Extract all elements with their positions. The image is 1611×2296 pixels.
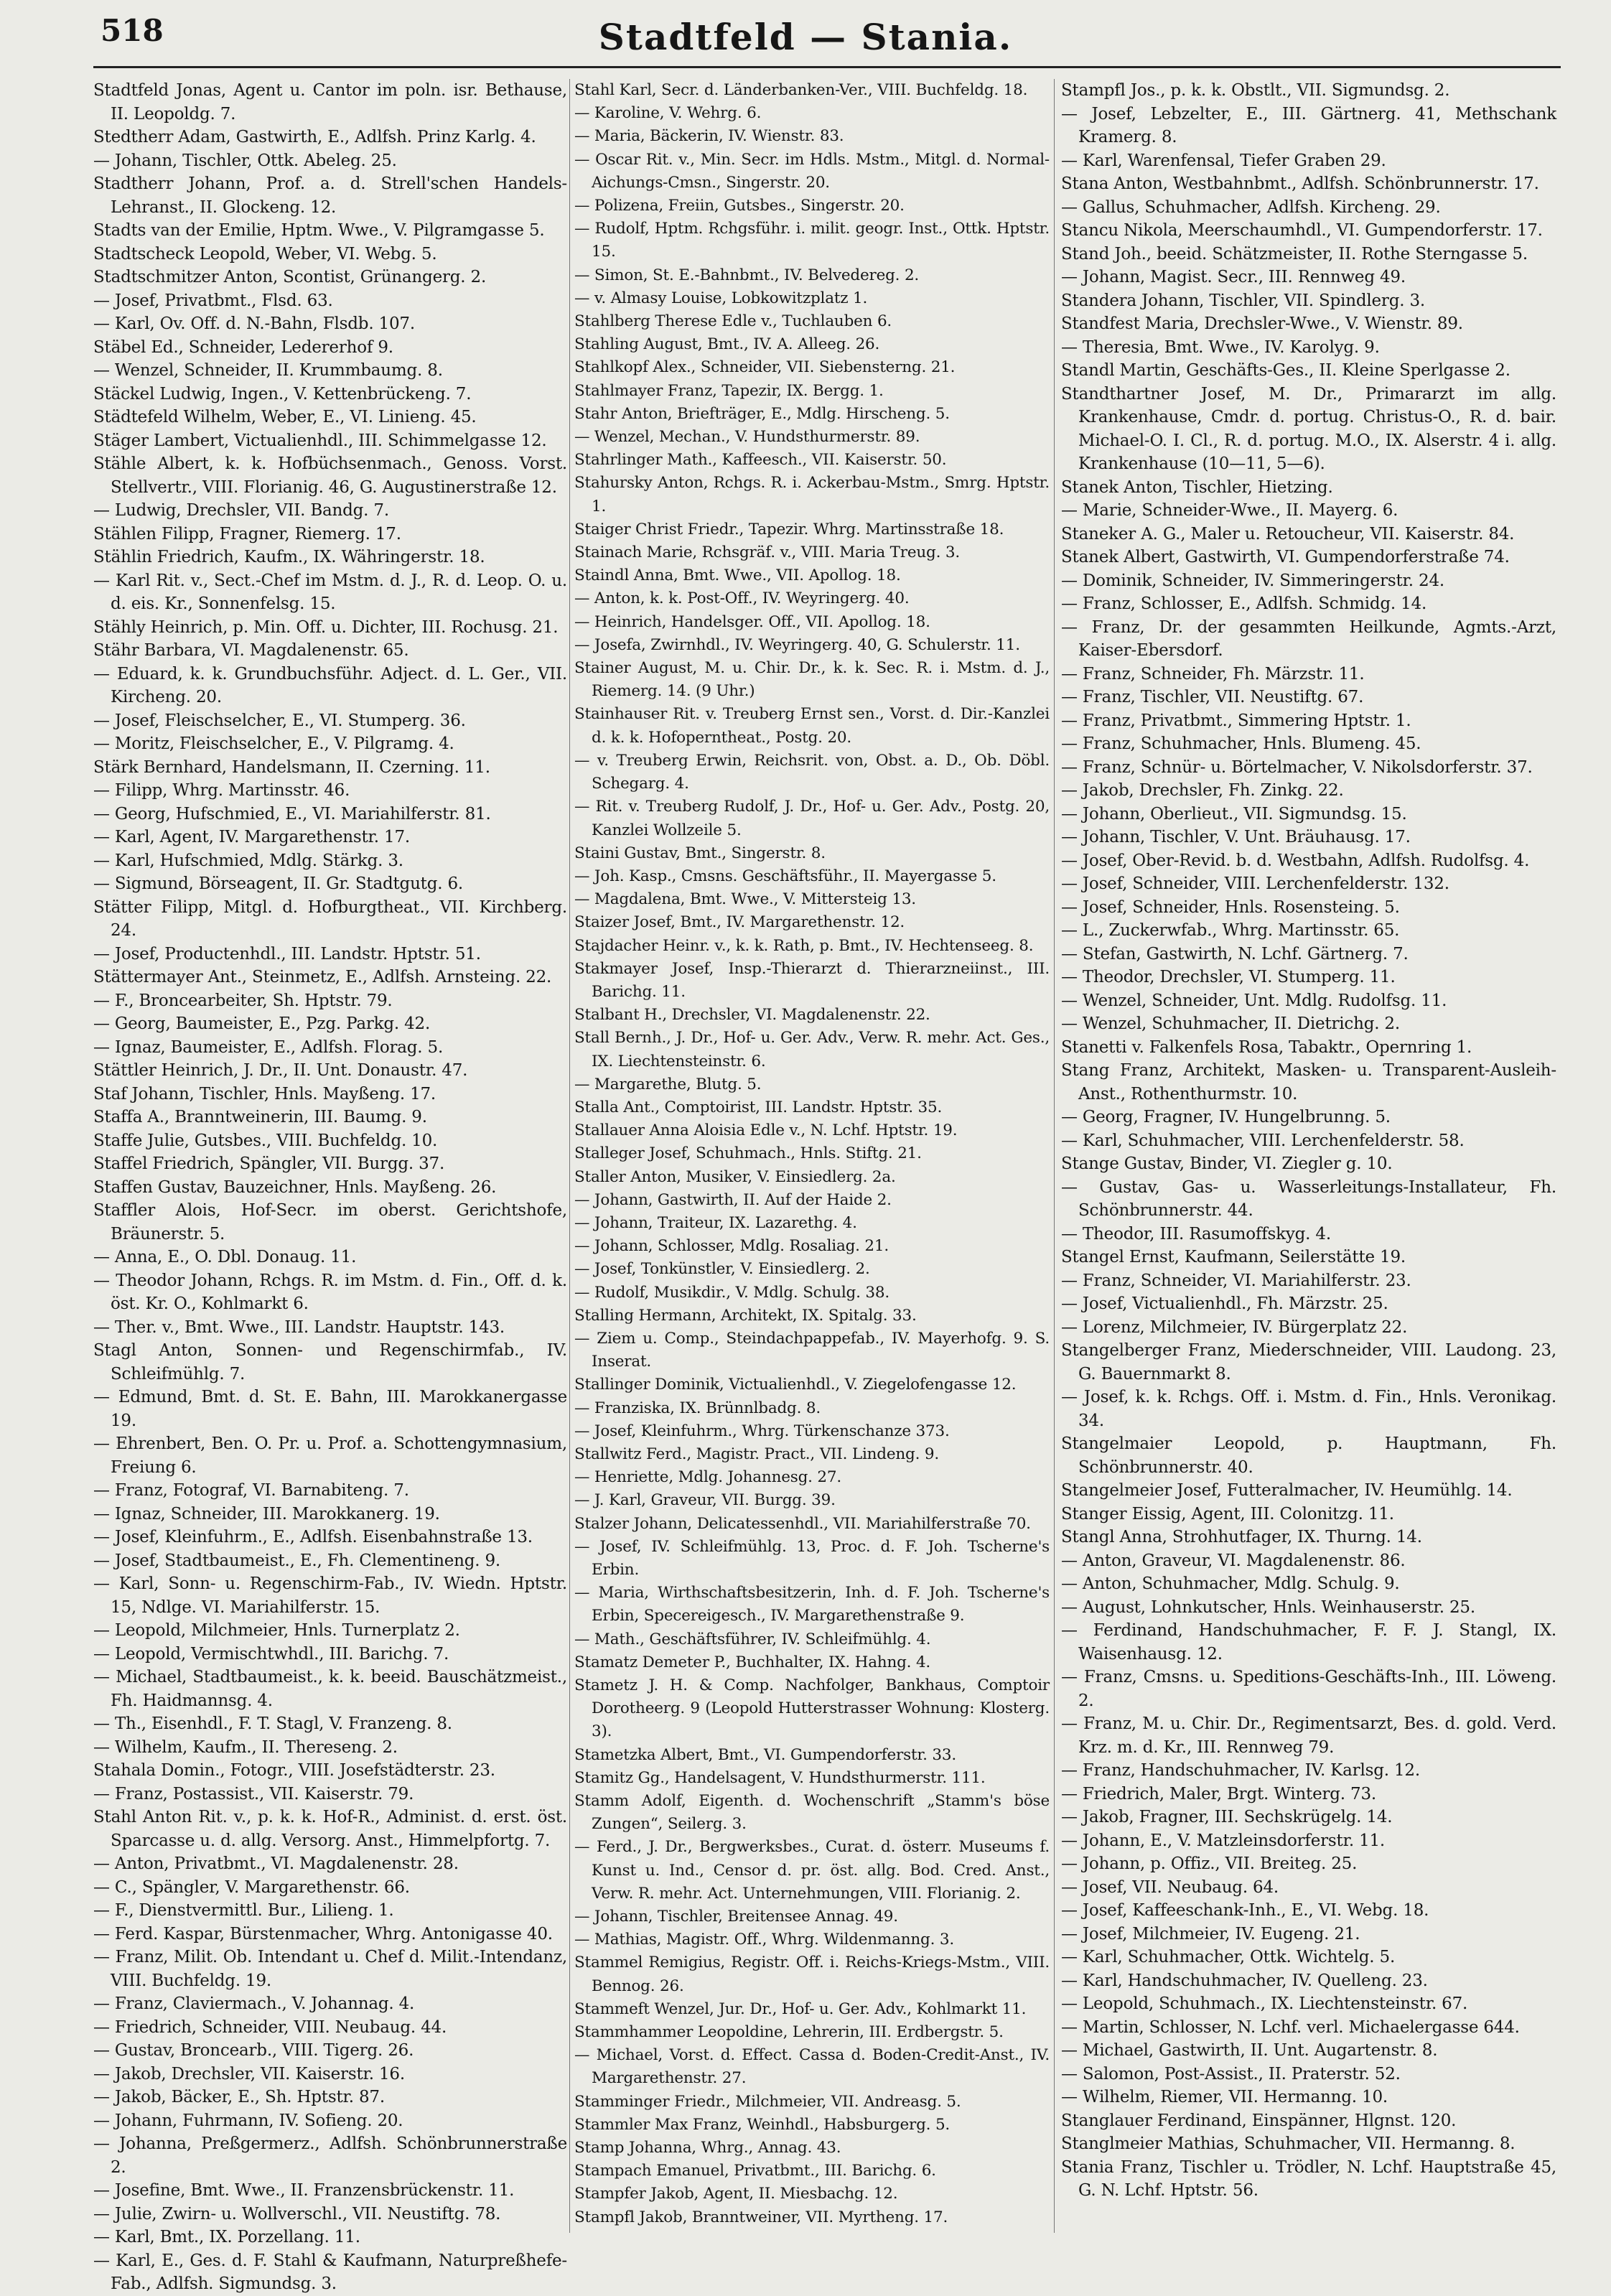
directory-entry: — Franz, Fotograf, VI. Barnabiteng. 7. [93,1481,409,1500]
directory-entry: Stamminger Friedr., Milchmeier, VII. Andreasg. 5. [574,2092,961,2111]
directory-entry: — Anton, Schuhmacher, Mdlg. Schulg. 9. [1061,1574,1400,1593]
directory-entry: Stamp Johanna, Whrg., Annag. 43. [574,2139,841,2157]
directory-entry: — Wilhelm, Riemer, VII. Hermanng. 10. [1061,2088,1388,2106]
directory-entry: — Marie, Schneider-Wwe., II. Mayerg. 6. [1061,501,1398,520]
directory-entry: — Theresia, Bmt. Wwe., IV. Karolyg. 9. [1061,337,1380,357]
directory-entry: — Karl, E., Ges. d. F. Stahl & Kaufmann, Naturpreßhefe-Fab., Adlfsh. Sigmundsg. 3. [93,2251,567,2293]
directory-entry: — Michael, Stadtbaumeist., k. k. beeid. Bauschätzmeist., Fh. Haidmannsg. 4. [93,1668,567,1710]
directory-entry: — Anton, Privatbmt., VI. Magdalenenstr. 28. [93,1854,459,1873]
directory-entry: — Friedrich, Schneider, VIII. Neubaug. 44. [93,2017,447,2037]
directory-entry: Stangelmeier Josef, Futteralmacher, IV. Heumühlg. 14. [1061,1481,1513,1500]
directory-entry: Stangelmaier Leopold, p. Hauptmann, Fh. Schönbrunnerstr. 40. [1061,1434,1556,1477]
directory-entry: — Josef, Productenhdl., III. Landstr. Hptstr. 51. [93,944,481,963]
directory-entry: — Franz, Claviermach., V. Johannag. 4. [93,1994,415,2013]
column-3 [1061,79,1556,2262]
directory-entry: Stadts van der Emilie, Hptm. Wwe., V. Pilgramgasse 5. [93,221,545,240]
directory-entry: Standthartner Josef, M. Dr., Primararzt im allg. Krankenhause, Cmdr. d. portug. Christus-O., R. d. bair. Michael-O. I. Cl., R. d. portug. M.O., IX. Alserstr. 4 i. allg. Krankenhause (10—11, 5—6). [1061,384,1556,473]
directory-entry: Stang Franz, Architekt, Masken- u. Transparent-Ausleih-Anst., Rothenthurmstr. 10. [1061,1061,1556,1103]
directory-entry: — Gustav, Gas- u. Wasserleitungs-Installateur, Fh. Schönbrunnerstr. 44. [1061,1177,1556,1220]
directory-entry: — Dominik, Schneider, IV. Simmeringerstr. 24. [1061,571,1444,590]
directory-entry: Staller Anton, Musiker, V. Einsiedlerg. 2a. [574,1167,896,1186]
directory-entry: — Josefa, Zwirnhdl., IV. Weyringerg. 40, G. Schulerstr. 11. [574,635,1020,654]
directory-entry: — Karoline, V. Wehrg. 6. [574,104,762,123]
directory-entry: — Georg, Hufschmied, E., VI. Mariahilferstr. 81. [93,804,491,823]
directory-entry: — Josef, Fleischselcher, E., VI. Stumperg. 36. [93,711,466,730]
directory-entry: Standfest Maria, Drechsler-Wwe., V. Wienstr. 89. [1061,314,1463,333]
directory-entry: — Karl, Hufschmied, Mdlg. Stärkg. 3. [93,851,403,870]
directory-entry: — Simon, St. E.-Bahnbmt., IV. Belvedereg. 2. [574,266,920,284]
directory-entry: Stange Gustav, Binder, VI. Ziegler g. 10. [1061,1154,1393,1173]
directory-entry: — Sigmund, Börseagent, II. Gr. Stadtgutg. 6. [93,874,464,893]
directory-entry: — Rudolf, Musikdir., V. Mdlg. Schulg. 38. [574,1283,889,1302]
directory-entry: — Leopold, Milchmeier, Hnls. Turnerplatz 2. [93,1621,460,1640]
directory-entry: — Karl Rit. v., Sect.-Chef im Mstm. d. J., R. d. Leop. O. u. d. eis. Kr., Sonnenfelsg. 15. [93,571,567,613]
directory-entry: — Josef, Victualienhdl., Fh. Märzstr. 25. [1061,1294,1388,1313]
directory-entry: — Anna, E., O. Dbl. Donaug. 11. [93,1248,357,1266]
directory-entry: Staf Johann, Tischler, Hnls. Mayßeng. 17. [93,1084,436,1103]
directory-entry: Stäbel Ed., Schneider, Ledererhof 9. [93,337,393,357]
directory-entry: — L., Zuckerwfab., Whrg. Martinsstr. 65. [1061,921,1400,940]
directory-entry: — Johann, Gastwirth, II. Auf der Haide 2. [574,1190,892,1209]
directory-entry: — Franz, Milit. Ob. Intendant u. Chef d. Milit.-Intendanz, VIII. Buchfeldg. 19. [93,1948,567,1990]
header-rule [93,66,1561,68]
directory-entry: — Georg, Fragner, IV. Hungelbrunng. 5. [1061,1108,1391,1126]
directory-entry: — Anton, Graveur, VI. Magdalenenstr. 86. [1061,1551,1406,1570]
directory-entry: — Leopold, Vermischtwhdl., III. Barichg. 7. [93,1644,449,1663]
directory-entry: — Franz, Postassist., VII. Kaiserstr. 79. [93,1784,414,1803]
directory-entry: — Franz, Tischler, VII. Neustiftg. 67. [1061,688,1364,706]
directory-entry: — Margarethe, Blutg. 5. [574,1075,762,1093]
directory-entry: Stärk Bernhard, Handelsmann, II. Czerning. 11. [93,757,490,777]
directory-entry: — Stefan, Gastwirth, N. Lchf. Gärtnerg. 7. [1061,944,1409,963]
directory-entry: Stanglauer Ferdinand, Einspänner, Hlgnst. 120. [1061,2111,1457,2130]
directory-entry: Stanek Albert, Gastwirth, VI. Gumpendorferstraße 74. [1061,548,1510,566]
directory-entry: Stahlkopf Alex., Schneider, VII. Siebensterng. 21. [574,358,956,377]
directory-entry: Stadtherr Johann, Prof. a. d. Strell'schen Handels-Lehranst., II. Glockeng. 12. [93,174,567,217]
directory-entry: — Josef, VII. Neubaug. 64. [1061,1877,1279,1897]
directory-entry: Stangelberger Franz, Miederschneider, VIII. Laudong. 23, G. Bauernmarkt 8. [1061,1341,1556,1383]
directory-entry: — Josef, Milchmeier, IV. Eugeng. 21. [1061,1924,1360,1943]
directory-entry: Stäger Lambert, Victualienhdl., III. Schimmelgasse 12. [93,431,547,450]
directory-entry: — Franz, Schneider, Fh. Märzstr. 11. [1061,664,1365,683]
directory-entry: — Ferd., J. Dr., Bergwerksbes., Curat. d. österr. Museums f. Kunst u. Ind., Censor d. pr. öst. allg. Bod. Cred. Anst., Verw. R. mehr. Act. Unternehmungen, VIII. Florianig. 2. [574,1838,1050,1903]
directory-entry: Stagl Anton, Sonnen- und Regenschirmfab., IV. Schleifmühlg. 7. [93,1341,567,1383]
directory-entry: — Oscar Rit. v., Min. Secr. im Hdls. Mstm., Mitgl. d. Normal-Aichungs-Cmsn., Singerstr. 20. [574,150,1050,192]
directory-entry: — Franz, Cmsns. u. Speditions-Geschäfts-Inh., III. Löweng. 2. [1061,1668,1556,1710]
directory-entry: Staffe Julie, Gutsbes., VIII. Buchfeldg. 10. [93,1131,438,1150]
directory-entry: Stadtscheck Leopold, Weber, VI. Webg. 5. [93,244,437,263]
directory-entry: Stahala Domin., Fotogr., VIII. Josefstädterstr. 23. [93,1761,495,1780]
directory-entry: — August, Lohnkutscher, Hnls. Weinhauserstr. 25. [1061,1597,1475,1617]
directory-entry: — Wenzel, Mechan., V. Hundsthurmerstr. 89. [574,428,920,447]
running-head: Stadtfeld — Stania. [598,16,1013,58]
directory-entry: Stalleger Josef, Schuhmach., Hnls. Stiftg. 21. [574,1144,922,1163]
directory-entry: — Theodor, III. Rasumoffskyg. 4. [1061,1224,1331,1243]
directory-entry: — Josef, Stadtbaumeist., E., Fh. Clementineng. 9. [93,1551,501,1570]
directory-entry: — Rit. v. Treuberg Rudolf, J. Dr., Hof- u. Ger. Adv., Postg. 20, Kanzlei Wollzeile 5. [574,798,1050,839]
directory-entry: Stammhammer Leopoldine, Lehrerin, III. Erdbergstr. 5. [574,2023,1004,2042]
directory-entry: Stählin Friedrich, Kaufm., IX. Währingerstr. 18. [93,548,485,566]
directory-entry: — Maria, Bäckerin, IV. Wienstr. 83. [574,127,844,146]
directory-entry: — Theodor, Drechsler, VI. Stumperg. 11. [1061,968,1396,986]
directory-entry: — F., Dienstvermittl. Bur., Lilieng. 1. [93,1901,394,1920]
directory-entry: — v. Treuberg Erwin, Reichsrit. von, Obst. a. D., Ob. Döbl. Schegarg. 4. [574,751,1050,793]
directory-entry: Stangl Anna, Strohhutfager, IX. Thurng. 14. [1061,1528,1422,1546]
directory-entry: Stahrlinger Math., Kaffeesch., VII. Kaiserstr. 50. [574,451,947,470]
directory-entry: — Ferdinand, Handschuhmacher, F. F. J. Stangl, IX. Waisenhausg. 12. [1061,1621,1556,1663]
directory-entry: — Johann, Oberlieut., VII. Sigmundsg. 15. [1061,804,1407,823]
directory-entry: — Ignaz, Schneider, III. Marokkanerg. 19. [93,1504,440,1523]
directory-entry: — Franz, Dr. der gesammten Heilkunde, Agmts.-Arzt, Kaiser-Ebersdorf. [1061,617,1556,660]
directory-entry: Stana Anton, Westbahnbmt., Adlfsh. Schönbrunnerstr. 17. [1061,174,1539,193]
directory-entry: — Ziem u. Comp., Steindachpappefab., IV. Mayerhofg. 9. S. Inserat. [574,1329,1050,1371]
directory-entry: — Jakob, Drechsler, Fh. Zinkg. 22. [1061,781,1344,800]
directory-entry: — Gustav, Broncearb., VIII. Tigerg. 26. [93,2041,414,2060]
directory-entry: Stainhauser Rit. v. Treuberg Ernst sen., Vorst. d. Dir.-Kanzlei d. k. k. Hofoperntheat., Postg. 20. [574,705,1050,747]
directory-entry: — Josef, Schneider, VIII. Lerchenfelderstr. 132. [1061,874,1449,893]
directory-entry: — v. Almasy Louise, Lobkowitzplatz 1. [574,289,868,307]
directory-entry: — Polizena, Freiin, Gutsbes., Singerstr. 20. [574,197,905,215]
directory-entry: Staneker A. G., Maler u. Retoucheur, VII. Kaiserstr. 84. [1061,524,1515,543]
page-number: 518 [101,13,164,48]
directory-entry: Stahlmayer Franz, Tapezir, IX. Bergg. 1. [574,381,884,400]
directory-entry: — Johann, Tischler, V. Unt. Bräuhausg. 17. [1061,828,1411,846]
directory-entry: — Henriette, Mdlg. Johannesg. 27. [574,1468,841,1487]
directory-entry: Stahursky Anton, Rchgs. R. i. Ackerbau-Mstm., Smrg. Hptstr. 1. [574,474,1050,515]
directory-entry: — Theodor Johann, Rchgs. R. im Mstm. d. Fin., Off. d. k. öst. Kr. O., Kohlmarkt 6. [93,1271,567,1313]
directory-entry: — Karl, Sonn- u. Regenschirm-Fab., IV. Wiedn. Hptstr. 15, Ndlge. VI. Mariahilferstr. 15. [93,1574,567,1617]
directory-entry: — Michael, Vorst. d. Effect. Cassa d. Boden-Credit-Anst., IV. Margarethenstr. 27. [574,2046,1050,2088]
directory-entry: Stalzer Johann, Delicatessenhdl., VII. Mariahilferstraße 70. [574,1514,1031,1533]
directory-entry: — J. Karl, Graveur, VII. Burgg. 39. [574,1491,836,1510]
directory-entry: Stangel Ernst, Kaufmann, Seilerstätte 19. [1061,1248,1406,1266]
directory-entry: Stahl Anton Rit. v., p. k. k. Hof-R., Administ. d. erst. öst. Sparcasse u. d. allg. Versorg. Anst., Himmelpfortg. 7. [93,1808,567,1850]
directory-entry: Stammeft Wenzel, Jur. Dr., Hof- u. Ger. Adv., Kohlmarkt 11. [574,1999,1027,2018]
column-1 [93,79,567,2293]
directory-entry: Stanglmeier Mathias, Schuhmacher, VII. Hermanng. 8. [1061,2134,1516,2153]
directory-entry: — Gallus, Schuhmacher, Adlfsh. Kircheng. 29. [1061,197,1441,217]
directory-entry: Stätter Filipp, Mitgl. d. Hofburgtheat., VII. Kirchberg. 24. [93,897,567,940]
directory-entry: — Karl, Schuhmacher, Ottk. Wichtelg. 5. [1061,1948,1396,1966]
directory-entry: — Johann, E., V. Matzleinsdorferstr. 11. [1061,1831,1386,1850]
column-divider [1054,79,1055,2233]
directory-entry: Staffel Friedrich, Spängler, VII. Burgg. 37. [93,1154,445,1173]
directory-entry: — Jakob, Drechsler, VII. Kaiserstr. 16. [93,2064,405,2083]
directory-entry: Staffa A., Branntweinerin, III. Baumg. 9. [93,1108,427,1126]
directory-entry: — Salomon, Post-Assist., II. Praterstr. 52. [1061,2064,1401,2083]
directory-entry: Stanek Anton, Tischler, Hietzing. [1061,477,1333,497]
directory-entry: Stäckel Ludwig, Ingen., V. Kettenbrückeng. 7. [93,384,472,403]
directory-entry: — Josef, Privatbmt., Flsd. 63. [93,291,333,310]
directory-entry: Stahr Anton, Briefträger, E., Mdlg. Hirscheng. 5. [574,404,950,423]
directory-entry: — Edmund, Bmt. d. St. E. Bahn, III. Marokkanergasse 19. [93,1388,567,1430]
directory-entry: Stalling Hermann, Architekt, IX. Spitalg. 33. [574,1306,917,1325]
directory-entry: Stähr Barbara, VI. Magdalenenstr. 65. [93,641,409,660]
directory-entry: — Eduard, k. k. Grundbuchsführ. Adject. d. L. Ger., VII. Kircheng. 20. [93,664,567,706]
directory-entry: — Johann, Magist. Secr., III. Rennweg 49. [1061,268,1406,286]
directory-entry: — Josef, Tonkünstler, V. Einsiedlerg. 2. [574,1260,870,1279]
directory-entry: — Karl, Agent, IV. Margarethenstr. 17. [93,828,410,846]
directory-entry: Stampfl Jos., p. k. k. Obstlt., VII. Sigmundsg. 2. [1061,81,1450,100]
directory-entry: — Ludwig, Drechsler, VII. Bandg. 7. [93,501,389,520]
directory-entry: Staiger Christ Friedr., Tapezir. Whrg. Martinsstraße 18. [574,520,1004,538]
directory-entry: Stametz J. H. & Comp. Nachfolger, Bankhaus, Comptoir Dorotheerg. 9 (Leopold Hutterstrasser Wohnung: Klosterg. 3). [574,1676,1050,1741]
directory-entry: — Rudolf, Hptm. Rchgsführ. i. milit. geogr. Inst., Ottk. Hptstr. 15. [574,220,1050,261]
directory-entry: — Karl, Handschuhmacher, IV. Quelleng. 23. [1061,1971,1428,1990]
directory-entry: Staizer Josef, Bmt., IV. Margarethenstr. 12. [574,913,905,932]
directory-entry: — Math., Geschäftsführer, IV. Schleifmühlg. 4. [574,1630,931,1648]
directory-entry: Standera Johann, Tischler, VII. Spindlerg. 3. [1061,291,1425,310]
directory-entry: Stamm Adolf, Eigenth. d. Wochenschrift „Stamm's böse Zungen“, Seilerg. 3. [574,1792,1050,1834]
directory-entry: Stampach Emanuel, Privatbmt., III. Barichg. 6. [574,2162,936,2180]
directory-entry: — Johann, p. Offiz., VII. Breiteg. 25. [1061,1854,1358,1873]
directory-entry: Städtefeld Wilhelm, Weber, E., VI. Linieng. 45. [93,408,477,426]
directory-entry: — Friedrich, Maler, Brgt. Winterg. 73. [1061,1784,1377,1803]
directory-entry: — Franz, Schneider, VI. Mariahilferstr. 23. [1061,1271,1411,1290]
directory-entry: — Karl, Bmt., IX. Porzellang. 11. [93,2228,360,2246]
directory-entry: Stallauer Anna Aloisia Edle v., N. Lchf. Hptstr. 19. [574,1121,958,1140]
directory-entry: — Wenzel, Schneider, II. Krummbaumg. 8. [93,361,443,380]
directory-entry: — Wilhelm, Kaufm., II. Thereseng. 2. [93,1737,398,1757]
directory-entry: — Karl, Ov. Off. d. N.-Bahn, Flsdb. 107. [93,314,415,333]
directory-entry: Stähle Albert, k. k. Hofbüchsenmach., Genoss. Vorst. Stellvertr., VIII. Florianig. 46, G. Augustinerstraße 12. [93,454,567,497]
directory-entry: — Jakob, Fragner, III. Sechskrügelg. 14. [1061,1808,1393,1826]
directory-entry: — Johann, Tischler, Breitensee Annag. 49. [574,1908,898,1926]
directory-entry: Stähly Heinrich, p. Min. Off. u. Dichter, III. Rochusg. 21. [93,617,559,637]
directory-entry: Stahlberg Therese Edle v., Tuchlauben 6. [574,312,892,331]
directory-entry: Stania Franz, Tischler u. Trödler, N. Lchf. Hauptstraße 45, G. N. Lchf. Hptstr. 56. [1061,2157,1556,2200]
directory-entry: — Wenzel, Schuhmacher, II. Dietrichg. 2. [1061,1014,1400,1033]
directory-entry: — Franziska, IX. Brünnlbadg. 8. [574,1399,821,1417]
directory-entry: Stättler Heinrich, J. Dr., II. Unt. Donaustr. 47. [93,1061,468,1080]
directory-entry: — Johann, Tischler, Ottk. Abeleg. 25. [93,151,397,170]
directory-entry: Stedtherr Adam, Gastwirth, E., Adlfsh. Prinz Karlg. 4. [93,128,536,146]
directory-entry: — Josef, Kleinfuhrm., Whrg. Türkenschanze 373. [574,1422,950,1440]
directory-entry: — Franz, Schuhmacher, Hnls. Blumeng. 45. [1061,734,1421,753]
directory-entry: — Georg, Baumeister, E., Pzg. Parkg. 42. [93,1014,431,1033]
directory-entry: — Ehrenbert, Ben. O. Pr. u. Prof. a. Schottengymnasium, Freiung 6. [93,1434,567,1477]
directory-entry: Stählen Filipp, Fragner, Riemerg. 17. [93,524,401,543]
directory-entry: — Leopold, Schuhmach., IX. Liechtensteinstr. 67. [1061,1994,1468,2013]
directory-entry: Stadtschmitzer Anton, Scontist, Grünangerg. 2. [93,268,487,286]
directory-entry: Stampfer Jakob, Agent, II. Miesbachg. 12. [574,2185,898,2203]
directory-entry: — Julie, Zwirn- u. Wollverschl., VII. Neustiftg. 78. [93,2204,501,2223]
directory-entry: — Johann, Schlosser, Mdlg. Rosaliag. 21. [574,1237,889,1256]
directory-entry: — Johann, Fuhrmann, IV. Sofieng. 20. [93,2111,403,2130]
directory-entry: — Joh. Kasp., Cmsns. Geschäftsführ., II. Mayergasse 5. [574,867,996,885]
directory-entry: — Martin, Schlosser, N. Lchf. verl. Michaelergasse 644. [1061,2017,1520,2037]
directory-entry: — Lorenz, Milchmeier, IV. Bürgerplatz 22. [1061,1317,1408,1337]
directory-entry: — Ferd. Kaspar, Bürstenmacher, Whrg. Antonigasse 40. [93,1924,553,1943]
directory-entry: Stättermayer Ant., Steinmetz, E., Adlfsh. Arnsteing. 22. [93,968,552,986]
directory-entry: — Wenzel, Schneider, Unt. Mdlg. Rudolfsg. 11. [1061,991,1447,1010]
directory-entry: Staindl Anna, Bmt. Wwe., VII. Apollog. 18. [574,566,901,585]
directory-entry: Stajdacher Heinr. v., k. k. Rath, p. Bmt., IV. Hechtenseeg. 8. [574,936,1034,955]
directory-entry: Stanetti v. Falkenfels Rosa, Tabaktr., Opernring 1. [1061,1037,1472,1057]
directory-entry: — Ignaz, Baumeister, E., Adlfsh. Florag. 5. [93,1037,444,1057]
directory-entry: Stakmayer Josef, Insp.-Thierarzt d. Thierarzneiinst., III. Barichg. 11. [574,959,1050,1001]
directory-entry: — Franz, M. u. Chir. Dr., Regimentsarzt, Bes. d. gold. Verd. Krz. m. d. Kr., III. Rennweg 79. [1061,1714,1556,1757]
directory-entry: Stancu Nikola, Meerschaumhdl., VI. Gumpendorferstr. 17. [1061,221,1543,240]
directory-entry: — Josefine, Bmt. Wwe., II. Franzensbrückenstr. 11. [93,2181,515,2200]
directory-entry: Stammel Remigius, Registr. Off. i. Reichs-Kriegs-Mstm., VIII. Bennog. 26. [574,1954,1050,1995]
directory-entry: Stallinger Dominik, Victualienhdl., V. Ziegelofengasse 12. [574,1376,1017,1394]
directory-entry: Stalbant H., Drechsler, VI. Magdalenenstr. 22. [574,1006,930,1025]
directory-entry: Stall Bernh., J. Dr., Hof- u. Ger. Adv., Verw. R. mehr. Act. Ges., IX. Liechtensteinstr. 6. [574,1029,1050,1070]
directory-entry: — Moritz, Fleischselcher, E., V. Pilgramg. 4. [93,734,454,753]
directory-entry: Stahl Karl, Secr. d. Länderbanken-Ver., VIII. Buchfeldg. 18. [574,81,1028,99]
directory-entry: — Franz, Schlosser, E., Adlfsh. Schmidg. 14. [1061,594,1427,613]
directory-entry: — F., Broncearbeiter, Sh. Hptstr. 79. [93,991,393,1010]
directory-entry: — Th., Eisenhdl., F. T. Stagl, V. Franzeng. 8. [93,1714,452,1733]
directory-entry: — Magdalena, Bmt. Wwe., V. Mittersteig 13. [574,890,916,909]
directory-entry: — Josef, Kleinfuhrm., E., Adlfsh. Eisenbahnstraße 13. [93,1528,533,1546]
directory-entry: Stamatz Demeter P., Buchhalter, IX. Hahng. 4. [574,1653,931,1671]
directory-entry: — Heinrich, Handelsger. Off., VII. Apollog. 18. [574,612,930,631]
directory-entry: — Josef, IV. Schleifmühlg. 13, Proc. d. F. Joh. Tscherne's Erbin. [574,1537,1050,1579]
directory-entry: — Josef, Kaffeeschank-Inh., E., VI. Webg. 18. [1061,1901,1429,1920]
directory-entry: — Karl, Schuhmacher, VIII. Lerchenfelderstr. 58. [1061,1131,1465,1150]
directory-entry: — Ther. v., Bmt. Wwe., III. Landstr. Hauptstr. 143. [93,1317,505,1337]
directory-entry: Stand Joh., beeid. Schätzmeister, II. Rothe Sterngasse 5. [1061,244,1528,263]
directory-entry: — Franz, Privatbmt., Simmering Hptstr. 1. [1061,711,1411,730]
directory-entry: Staini Gustav, Bmt., Singerstr. 8. [574,844,826,862]
directory-entry: — Johanna, Preßgermerz., Adlfsh. Schönbrunnerstraße 2. [93,2134,567,2177]
directory-entry: — Johann, Traiteur, IX. Lazarethg. 4. [574,1213,857,1232]
directory-entry: Stametzka Albert, Bmt., VI. Gumpendorferstr. 33. [574,1745,956,1764]
column-divider [569,79,570,2233]
directory-entry: — Anton, k. k. Post-Off., IV. Weyringerg. 40. [574,589,910,608]
directory-entry: — Josef, Lebzelter, E., III. Gärtnerg. 41, Methschank Kramerg. 8. [1061,104,1556,146]
directory-entry: — C., Spängler, V. Margarethenstr. 66. [93,1877,410,1897]
directory-entry: — Josef, Schneider, Hnls. Rosensteing. 5. [1061,897,1400,917]
directory-entry: — Mathias, Magistr. Off., Whrg. Wildenmanng. 3. [574,1931,954,1949]
directory-entry: — Jakob, Bäcker, E., Sh. Hptstr. 87. [93,2088,385,2106]
column-2 [574,79,1050,2262]
directory-entry: Staffen Gustav, Bauzeichner, Hnls. Mayßeng. 26. [93,1177,497,1197]
directory-entry: Stampfl Jakob, Branntweiner, VII. Myrtheng. 17. [574,2208,948,2226]
directory-entry: Stainach Marie, Rchsgräf. v., VIII. Maria Treug. 3. [574,543,961,562]
directory-entry: Stamitz Gg., Handelsagent, V. Hundsthurmerstr. 111. [574,1768,986,1787]
directory-entry: Stanger Eissig, Agent, III. Colonitzg. 11. [1061,1504,1394,1523]
directory-entry: — Josef, k. k. Rchgs. Off. i. Mstm. d. Fin., Hnls. Veronikag. 34. [1061,1388,1556,1430]
directory-entry: Stahling August, Bmt., IV. A. Alleeg. 26. [574,335,880,354]
directory-entry: — Franz, Handschuhmacher, IV. Karlsg. 12. [1061,1761,1420,1780]
directory-entry: Stadtfeld Jonas, Agent u. Cantor im poln. isr. Bethause, II. Leopoldg. 7. [93,81,567,123]
directory-entry: Stalla Ant., Comptoirist, III. Landstr. Hptstr. 35. [574,1098,943,1116]
directory-entry: Stainer August, M. u. Chir. Dr., k. k. Sec. R. i. Mstm. d. J., Riemerg. 14. (9 Uhr.) [574,659,1050,701]
directory-entry: — Karl, Warenfensal, Tiefer Graben 29. [1061,151,1386,170]
directory-entry: — Franz, Schnür- u. Börtelmacher, V. Nikolsdorferstr. 37. [1061,757,1533,777]
directory-entry: — Filipp, Whrg. Martinsstr. 46. [93,781,350,800]
directory-entry: — Josef, Ober-Revid. b. d. Westbahn, Adlfsh. Rudolfsg. 4. [1061,851,1530,870]
directory-entry: Stammler Max Franz, Weinhdl., Habsburgerg. 5. [574,2115,951,2134]
directory-entry: — Maria, Wirthschaftsbesitzerin, Inh. d. F. Joh. Tscherne's Erbin, Specereigesch., IV. Margarethenstraße 9. [574,1584,1050,1625]
directory-entry: Stallwitz Ferd., Magistr. Pract., VII. Lindeng. 9. [574,1445,939,1463]
directory-entry: — Michael, Gastwirth, II. Unt. Augartenstr. 8. [1061,2041,1438,2060]
directory-entry: Standl Martin, Geschäfts-Ges., II. Kleine Sperlgasse 2. [1061,361,1510,380]
directory-entry: Staffler Alois, Hof-Secr. im oberst. Gerichtshofe, Bräunerstr. 5. [93,1201,567,1243]
